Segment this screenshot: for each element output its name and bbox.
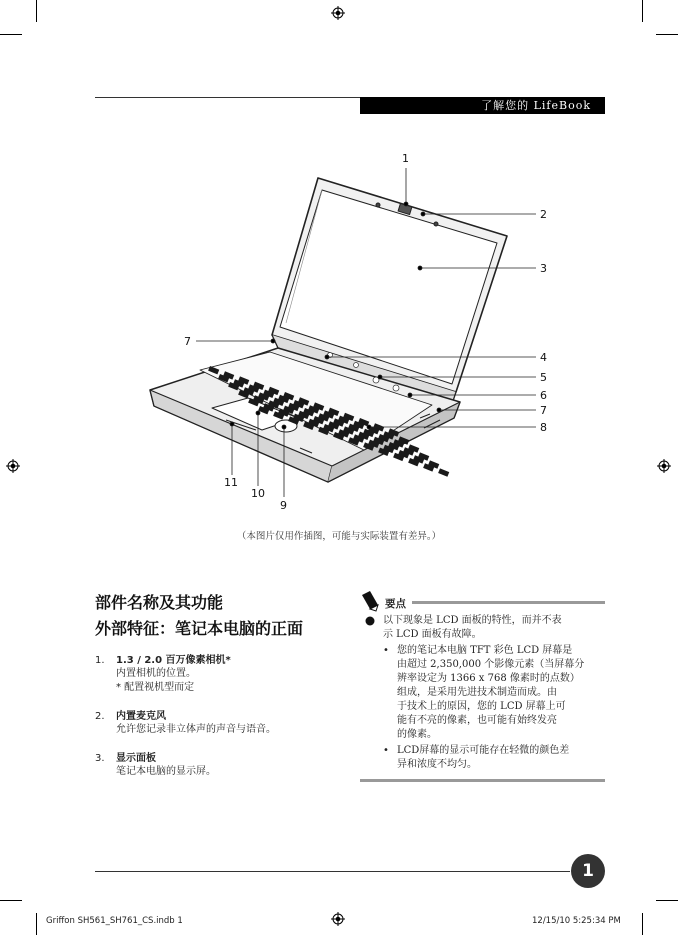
- note-bullet-line: 于技术上的原因，您的 LCD 屏幕上可: [397, 701, 566, 712]
- item-line: 笔记本电脑的显示屏。: [116, 766, 216, 777]
- crop-mark: [656, 34, 678, 35]
- note-bullet-line: 由超过 2,350,000 个影像元素（当屏幕分: [397, 659, 585, 670]
- registration-mark-icon: [657, 459, 671, 473]
- note-rule: [412, 601, 605, 604]
- section-header: 了解您的 LifeBook: [360, 97, 605, 114]
- item-number: 1.: [95, 655, 105, 666]
- callout-label: 9: [280, 499, 287, 512]
- bullet-dot-icon: [365, 616, 375, 626]
- note-intro-line: 以下现象是 LCD 面板的特性，而并不表: [383, 615, 562, 626]
- figure-caption: （本图片仅用作插图，可能与实际装置有差异。）: [236, 531, 442, 542]
- callout-label: 6: [540, 389, 547, 402]
- note-bullet-line: 辨率设定为 1366 x 768 像素时的点数）: [397, 673, 580, 684]
- crop-mark: [656, 900, 678, 901]
- callout-label: 4: [540, 351, 547, 364]
- crop-mark: [0, 900, 22, 901]
- crop-mark: [36, 913, 37, 935]
- callout-label: 1: [402, 152, 409, 165]
- print-slug-date: 12/15/10 5:25:34 PM: [532, 916, 621, 926]
- note-bullet-line: 组成，是采用先进技术制造而成。由: [397, 687, 557, 698]
- callout-label: 8: [540, 421, 547, 434]
- callout-label: 7: [540, 404, 547, 417]
- subsection-heading: 外部特征：笔记本电脑的正面: [95, 619, 304, 638]
- callout-label: 11: [224, 476, 238, 489]
- pen-icon: [358, 589, 382, 613]
- note-bullet-line: 您的笔记本电脑 TFT 彩色 LCD 屏幕是: [397, 645, 573, 656]
- item-title: 内置麦克风: [116, 711, 166, 722]
- page-number: 1: [571, 854, 605, 888]
- list-item: [95, 654, 345, 694]
- section-heading: 部件名称及其功能: [95, 593, 224, 612]
- item-title: 1.3 / 2.0 百万像素相机*: [116, 655, 231, 666]
- note-bullet-line: LCD屏幕的显示可能存在轻微的颜色差: [397, 745, 570, 756]
- bullet-icon: •: [383, 645, 389, 656]
- registration-mark-icon: [331, 6, 345, 20]
- note-bullet-line: 能有不亮的像素，也可能有始终发亮: [397, 715, 557, 726]
- keyboard-key: [438, 468, 449, 476]
- callout-label: 10: [251, 487, 265, 500]
- note-title: 要点: [385, 598, 406, 610]
- print-slug-file: Griffon SH561_SH761_CS.indb 1: [46, 916, 183, 926]
- item-line: 允许您记录非立体声的声音与语音。: [116, 724, 276, 735]
- note-bullet-line: 的像素。: [397, 729, 437, 740]
- callout-label: 5: [540, 371, 547, 384]
- laptop-illustration: [140, 150, 560, 520]
- item-line: 内置相机的位置。: [116, 668, 196, 679]
- bullet-icon: •: [383, 745, 389, 756]
- item-line: * 配置视机型而定: [116, 682, 195, 693]
- crop-mark: [36, 0, 37, 22]
- list-item: [95, 710, 345, 738]
- note-bullet-line: 异和浓度不均匀。: [397, 759, 477, 770]
- crop-mark: [0, 34, 22, 35]
- callout-label: 2: [540, 208, 547, 221]
- item-title: 显示面板: [116, 753, 156, 764]
- item-number: 3.: [95, 753, 105, 764]
- crop-mark: [642, 913, 643, 935]
- registration-mark-icon: [6, 459, 20, 473]
- registration-mark-icon: [331, 912, 345, 926]
- list-item: [95, 752, 345, 780]
- note-rule: [360, 779, 605, 782]
- footer-rule: [95, 871, 570, 872]
- callout-label: 3: [540, 262, 547, 275]
- callout-label: 7: [184, 335, 191, 348]
- item-number: 2.: [95, 711, 105, 722]
- note-intro-line: 示 LCD 面板有故障。: [383, 629, 482, 640]
- crop-mark: [642, 0, 643, 22]
